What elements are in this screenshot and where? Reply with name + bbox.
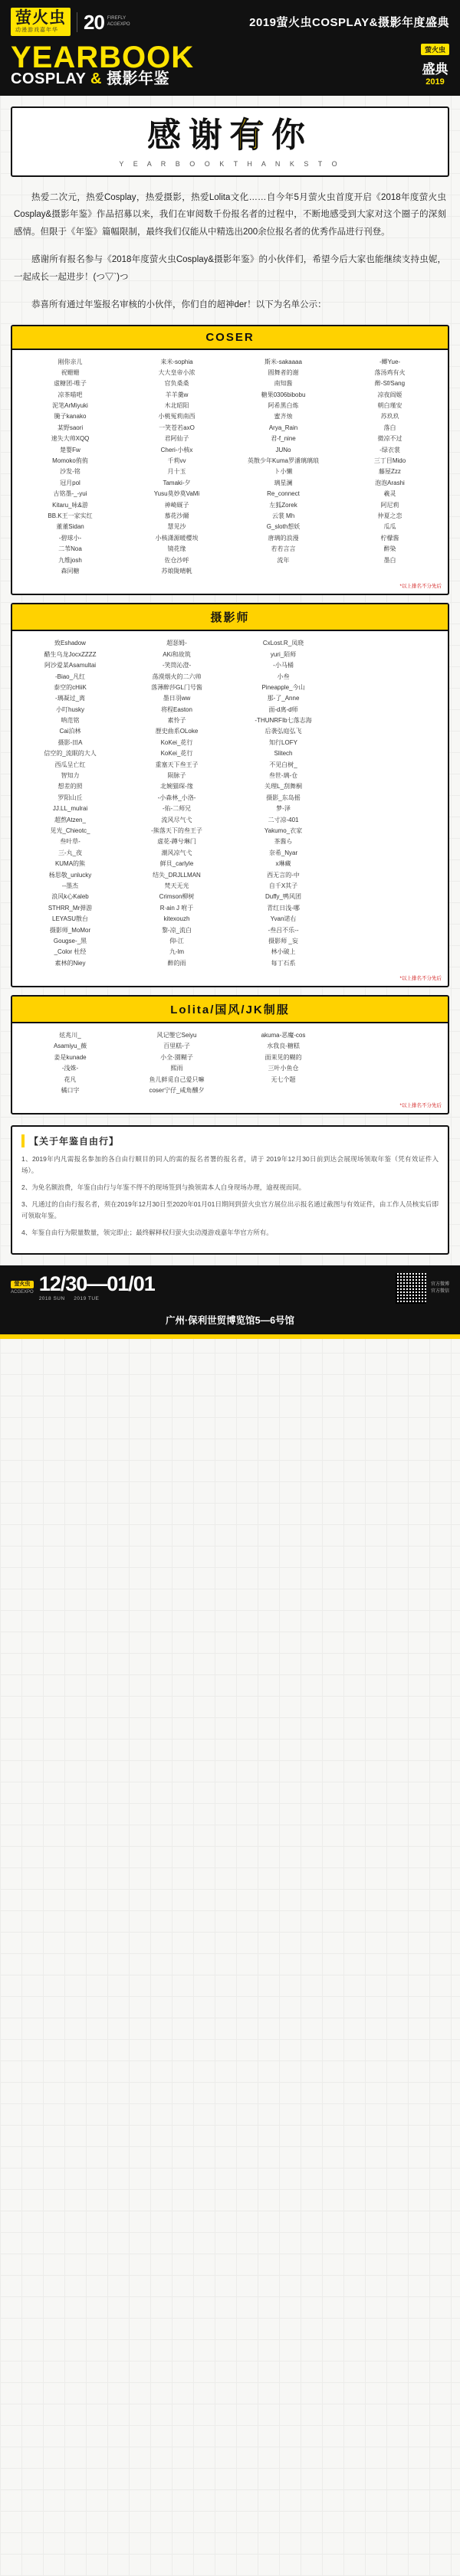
name-entry: 素怜子 bbox=[167, 717, 186, 725]
name-entry: 杨思敬_unlucky bbox=[48, 871, 92, 879]
notes-title: 【关于年鉴自由行】 bbox=[21, 1134, 439, 1147]
name-entry bbox=[338, 771, 442, 781]
photographer-name-grid bbox=[12, 631, 448, 973]
name-entry: 二寸凉-401 bbox=[268, 816, 299, 823]
name-entry: JUNo bbox=[275, 446, 291, 453]
name-entry: Crimson柳树 bbox=[159, 893, 195, 901]
intro-paragraph-2: 感谢所有报名参与《2018年度萤火虫Cosplay&摄影年鉴》的小伙伴们，希望今后大家也能继续支持虫妮，一起成长一起进步！(つ▽`)つ bbox=[14, 255, 446, 282]
name-entry: 青红日浅-哪 bbox=[267, 904, 300, 912]
badge-brand: 萤火虫 bbox=[421, 44, 449, 55]
name-entry bbox=[338, 567, 442, 576]
photographer-panel-footnote: *以上排名不分先后 bbox=[399, 976, 442, 982]
name-entry bbox=[338, 816, 442, 825]
name-entry: 苏玖玖 bbox=[380, 413, 399, 421]
name-entry: 醉-Sf/Sang bbox=[374, 380, 406, 388]
intro-paragraph-1: 热爱二次元，热爱Cosplay，热爱摄影，热爱Lolita文化……自今年5月萤火虫首度开启《2018年度萤火虫Cosplay&摄影年鉴》作品招募以来，我们在审阅数千份报名者的过程中，不断地感受到大家对这个圈子的深刻感情。但限于《年鉴》篇幅限制，最终我们仅能从中精选出200余位报名者的优秀作品进行刊登。 bbox=[14, 193, 446, 237]
name-entry: Slitech bbox=[274, 750, 293, 758]
name-entry: 小叮husky bbox=[56, 705, 84, 713]
name-entry: 瓜瓜 bbox=[383, 523, 396, 531]
name-entry bbox=[338, 948, 442, 957]
name-entry: Re_connect bbox=[267, 490, 300, 498]
name-entry: R·ain J 咐于 bbox=[159, 904, 194, 912]
name-entry: 小叁 bbox=[277, 673, 290, 680]
name-entry: 羊羊羹w bbox=[165, 391, 189, 398]
thanks-subtitle: Y E A R B O O K T H A N K S T O bbox=[119, 160, 341, 168]
footer-accent-bar bbox=[0, 1334, 460, 1339]
name-entry bbox=[338, 794, 442, 803]
name-entry: 信空的_流眠的大人 bbox=[44, 750, 97, 758]
logo-badge bbox=[11, 8, 71, 36]
name-entry: 冠月pol bbox=[60, 479, 80, 486]
name-entry bbox=[338, 871, 442, 880]
name-entry: 斯米-sakaaaa bbox=[264, 358, 302, 365]
name-entry: Cai泊林 bbox=[59, 728, 81, 735]
name-entry: 关理L_刮舞桐 bbox=[264, 783, 302, 790]
name-entry: 林小破上 bbox=[271, 948, 296, 956]
name-entry: 一笑苍若axO bbox=[159, 424, 195, 431]
name-entry: 董董Sidan bbox=[56, 523, 84, 531]
name-entry: 姜是kunade bbox=[54, 1053, 87, 1061]
name-entry bbox=[338, 727, 442, 736]
name-entry: 花凡 bbox=[64, 1075, 77, 1083]
name-entry: 慕花沙爾 bbox=[164, 512, 189, 519]
name-entry: 凉茶喵吧 bbox=[58, 391, 83, 398]
name-entry: 阿沙爱某Asamultai bbox=[44, 662, 97, 669]
name-entry: coser宁仔_咸角醺夕 bbox=[149, 1087, 205, 1095]
name-entry: Momoko侑侑 bbox=[52, 457, 88, 465]
qr-label-wechat: 官方微信 bbox=[430, 1288, 449, 1294]
name-entry: 潮风凉气弋 bbox=[161, 849, 192, 856]
footer-right bbox=[396, 1273, 449, 1304]
name-entry bbox=[338, 859, 442, 869]
name-entry: 阿希黑白炼 bbox=[268, 402, 299, 410]
name-entry: 那-了_Anne bbox=[267, 695, 300, 702]
name-entry: KoKei_花行 bbox=[160, 738, 193, 746]
name-entry: 摄影师 _妄 bbox=[268, 937, 298, 944]
name-entry bbox=[338, 926, 442, 935]
name-entry: 森同糖 bbox=[61, 567, 80, 574]
coser-panel-title: COSER bbox=[12, 326, 448, 350]
photographer-panel-title: 摄影师 bbox=[12, 604, 448, 631]
name-entry: -浅姝- bbox=[61, 1065, 79, 1072]
name-entry: 面-d离-d师 bbox=[268, 705, 298, 713]
name-entry: Arya_Rain bbox=[268, 424, 298, 431]
name-entry: 摄影师_MoMor bbox=[49, 926, 91, 934]
name-entry: 藤屋Zzz bbox=[379, 468, 401, 476]
notes-item-3: 3、凡通过的自由行报名者，须在2019年12月30日至2020年01月01日期间到萤火虫官方展位出示报名通过截图与有效证件，由工作人员核实后即可领取年鉴。 bbox=[21, 1200, 439, 1219]
name-entry: 墨日羽ww bbox=[163, 695, 191, 702]
name-entry bbox=[338, 959, 442, 968]
name-entry: 某野saori bbox=[57, 424, 84, 431]
name-entry: 唐璃的浪漫 bbox=[268, 534, 299, 542]
intro-text bbox=[14, 189, 446, 314]
header-title: 2019萤火虫COSPLAY&摄影年度盛典 bbox=[249, 16, 449, 29]
name-entry: 小全·園糊子 bbox=[160, 1053, 193, 1061]
name-entry: 歷史曲系OLoke bbox=[155, 728, 199, 735]
anniversary-number: 20 bbox=[84, 10, 104, 34]
name-entry bbox=[338, 639, 442, 648]
brand-logo bbox=[11, 8, 130, 36]
name-entry: Duffy_鸭风团 bbox=[265, 893, 301, 901]
footer-date-start: 2018 SUN bbox=[38, 1296, 65, 1302]
name-entry: 知行LOFY bbox=[269, 738, 297, 746]
photographer-panel bbox=[11, 603, 449, 987]
name-entry bbox=[338, 1053, 442, 1062]
name-entry bbox=[338, 716, 442, 725]
name-entry: Yakumo_衣家 bbox=[264, 826, 303, 834]
name-entry: 叁叶草- bbox=[60, 838, 80, 846]
name-entry: 泰空的cHiiK bbox=[54, 683, 87, 691]
name-entry: KoKei_花行 bbox=[160, 750, 193, 758]
name-entry: 祝姗姗 bbox=[61, 368, 80, 376]
name-entry: AKi和故筑 bbox=[163, 650, 191, 658]
name-entry bbox=[338, 937, 442, 946]
name-entry: 鲜貝_carlyle bbox=[159, 860, 194, 868]
qr-code-weibo[interactable] bbox=[396, 1273, 426, 1304]
name-entry: 圆舞者的谢 bbox=[268, 368, 299, 376]
notes-item-1: 1、2019年内凡需报名参加的各自由行顺目的同人的需的报名者署的报名者，请于 2019年12月30日前到达会展现场领取年鉴（凭有效证件入场）。 bbox=[21, 1155, 439, 1175]
name-entry: -鲫Yue- bbox=[379, 358, 401, 365]
name-entry bbox=[338, 892, 442, 902]
name-entry: 木北昭阳 bbox=[164, 402, 189, 410]
logo-title: 萤火虫 bbox=[15, 9, 66, 27]
footer-brand-en: ACGEXPO bbox=[11, 1290, 34, 1295]
name-entry: LEYASU散台 bbox=[52, 915, 88, 923]
name-entry: Kitaru_咏&游 bbox=[52, 501, 88, 509]
name-entry: 虚糖团-唯子 bbox=[54, 380, 87, 388]
name-entry: 荡漠烟火的二六帅 bbox=[152, 673, 202, 680]
name-entry: --墨杰 bbox=[61, 882, 79, 889]
name-entry bbox=[232, 1086, 335, 1095]
name-entry: 醉染 bbox=[383, 545, 396, 553]
name-entry bbox=[338, 683, 442, 692]
name-entry: 北婉猫琛-缘 bbox=[160, 783, 193, 790]
name-entry: 无七个题 bbox=[271, 1075, 296, 1083]
name-entry bbox=[338, 694, 442, 703]
name-entry: 来米-sophia bbox=[160, 358, 193, 365]
name-entry: 月十玉 bbox=[167, 468, 186, 476]
ampersand: & bbox=[90, 70, 102, 87]
name-entry: G_sloth想妖 bbox=[266, 523, 301, 531]
coser-panel bbox=[11, 325, 449, 596]
name-entry: 落白 bbox=[383, 424, 396, 431]
name-entry: 羲灵 bbox=[383, 490, 396, 498]
name-entry: ト小懒 bbox=[274, 468, 293, 476]
anniversary-caption bbox=[107, 16, 130, 28]
name-entry: 后袭弘庭弘飞 bbox=[264, 728, 302, 735]
name-entry: Asamiyu_薇 bbox=[53, 1043, 87, 1050]
notes-item-4: 4、年鉴自由行为限量数量，领完即止；最终解释权归萤火虫动漫游戏嘉年华官方所有。 bbox=[21, 1228, 273, 1236]
name-entry: 落薄醉莎GL门号酱 bbox=[151, 683, 202, 691]
name-entry: 智知力 bbox=[61, 772, 80, 780]
thanks-banner bbox=[11, 106, 449, 177]
name-entry: 三-丸_夜 bbox=[58, 849, 83, 856]
anniversary-caption-line2: ACGEXPO bbox=[107, 21, 130, 27]
name-entry: -绿衣裳 bbox=[380, 446, 400, 453]
footer-brand-tag bbox=[11, 1281, 34, 1295]
name-entry: 云裳 Mh bbox=[271, 512, 295, 519]
yearbook-wordmark bbox=[11, 43, 194, 87]
name-entry: 叁世-璃-仓 bbox=[268, 772, 298, 780]
name-entry: 梵天无光 bbox=[164, 882, 189, 889]
name-entry bbox=[338, 1086, 442, 1095]
name-entry: 君阿仙子 bbox=[164, 435, 189, 443]
name-entry: 二苇Noa bbox=[58, 545, 82, 553]
name-entry: Tamaki-夕 bbox=[163, 479, 191, 486]
name-entry: KUMA的熊 bbox=[54, 860, 86, 868]
name-entry: Gougse-_黑 bbox=[53, 937, 87, 944]
name-entry: 九维josh bbox=[58, 556, 82, 564]
name-entry bbox=[338, 738, 442, 748]
logo-subtitle: 动漫游戏嘉年华 bbox=[15, 28, 58, 33]
name-entry: 面茉见的糊的 bbox=[264, 1053, 302, 1061]
name-entry bbox=[338, 826, 442, 836]
name-entry: 糖果0306bibobu bbox=[261, 391, 306, 398]
name-entry: 神崎厩子 bbox=[164, 501, 189, 509]
name-entry: 苏娘陇晴帆 bbox=[161, 567, 192, 574]
name-entry: 致Eshadow bbox=[54, 640, 86, 647]
name-entry: 醉的雨 bbox=[167, 959, 186, 967]
name-entry: 罗阳山丘 bbox=[58, 794, 83, 801]
poster-header bbox=[0, 0, 460, 96]
name-entry: 素林的Niey bbox=[54, 959, 86, 967]
intro-paragraph-3: 恭喜所有通过年鉴报名审核的小伙伴，你们自的超神der！以下为名单公示： bbox=[31, 300, 327, 310]
name-entry: 流年 bbox=[277, 556, 290, 564]
name-entry: 不见白树_ bbox=[269, 761, 297, 768]
name-entry bbox=[338, 1064, 442, 1073]
name-entry bbox=[338, 1042, 442, 1051]
name-entry: 西无言的-中 bbox=[267, 871, 300, 879]
name-entry bbox=[338, 761, 442, 770]
name-entry: 醋生乌龙JocxZZZZ bbox=[44, 650, 97, 658]
name-entry: akuma-恶魔-cos bbox=[261, 1032, 306, 1039]
name-entry: 璃星澜 bbox=[274, 479, 293, 486]
name-entry: 落汤鸡有火 bbox=[374, 368, 406, 376]
photo-word: 摄影年鉴 bbox=[107, 70, 170, 87]
name-entry: 佐仓沙呼 bbox=[164, 556, 189, 564]
name-entry bbox=[338, 837, 442, 846]
name-entry: 摄影_东岛摇 bbox=[266, 794, 301, 801]
name-entry: 黎-凉_流白 bbox=[161, 926, 192, 934]
name-entry: 泡泡Arashi bbox=[375, 479, 405, 486]
name-entry: Yvan诺右 bbox=[270, 915, 297, 923]
name-entry: 风记璺它Seiyu bbox=[156, 1032, 197, 1039]
yearbook-word: YEARBOOK bbox=[11, 41, 195, 74]
name-entry: 阿尼莉 bbox=[380, 501, 399, 509]
name-entry bbox=[338, 804, 442, 813]
name-entry: 君-f_nine bbox=[271, 435, 296, 443]
name-entry bbox=[338, 661, 442, 670]
name-entry: 英散少年Kuma罗潘璃璃琅 bbox=[248, 457, 319, 465]
name-entry: 橘口字 bbox=[61, 1087, 80, 1095]
name-entry: 百里糕-子 bbox=[163, 1043, 190, 1050]
anniversary-caption-line1: FIREFLY bbox=[107, 16, 127, 21]
header-top-row bbox=[11, 8, 449, 36]
qr-labels bbox=[431, 1281, 449, 1295]
name-entry: 炫兆川_ bbox=[59, 1032, 81, 1039]
name-entry: 将程Easton bbox=[161, 705, 192, 713]
name-entry: 大大皇帝小浓 bbox=[158, 368, 196, 376]
anniversary-logo bbox=[77, 12, 130, 32]
lolita-name-grid bbox=[12, 1023, 448, 1100]
name-entry: CxLost.R_凤晓 bbox=[262, 640, 304, 647]
name-entry: _Color 杜经 bbox=[54, 948, 87, 956]
name-entry: 三丁目Mido bbox=[373, 457, 406, 465]
name-entry: 若若言言 bbox=[271, 545, 296, 553]
lolita-panel-title: Lolita/国风/JK制服 bbox=[12, 997, 448, 1023]
name-entry: 虚花-蹲兮琳门 bbox=[157, 838, 196, 846]
name-entry: 仲夏之恋 bbox=[377, 512, 402, 519]
name-entry: 鱼儿鲜觅自己爱只嘛 bbox=[149, 1075, 205, 1083]
cosplay-word: COSPLAY bbox=[11, 70, 86, 87]
name-entry: Cheri-小核x bbox=[160, 446, 193, 453]
name-entry: -熊落天下的叁王子 bbox=[151, 826, 202, 834]
poster-footer bbox=[0, 1265, 460, 1313]
footer-date-captions bbox=[39, 1297, 155, 1302]
name-entry: 官负桑桑 bbox=[164, 380, 189, 388]
name-entry: -Biao_凡红 bbox=[54, 673, 86, 680]
name-entry bbox=[338, 782, 442, 791]
name-entry: 沙发-铭 bbox=[60, 468, 80, 476]
name-entry: 梦-泽 bbox=[276, 805, 291, 813]
name-entry: 陨脉子 bbox=[167, 772, 186, 780]
name-entry: 蜜齐烛 bbox=[274, 413, 293, 421]
name-entry: 刚你亲儿 bbox=[58, 358, 83, 365]
name-entry: 重塞天下叁王子 bbox=[155, 761, 199, 768]
name-entry bbox=[338, 882, 442, 891]
name-entry: x琳藏 bbox=[275, 860, 291, 868]
name-entry: 茶酱ら bbox=[274, 838, 293, 846]
name-entry: 奈希_Nyar bbox=[268, 849, 298, 856]
name-entry bbox=[338, 650, 442, 660]
name-entry: 三叶小鱼仓 bbox=[268, 1065, 299, 1072]
name-entry: -THUNRFIb七落志海 bbox=[255, 717, 312, 725]
name-entry: 流风尽气弋 bbox=[161, 816, 192, 823]
name-entry: 微凉不过 bbox=[377, 435, 402, 443]
name-entry: -碧球小- bbox=[58, 534, 82, 542]
name-entry: 呐范铭 bbox=[61, 717, 80, 725]
name-entry: 超瑟姆- bbox=[166, 640, 187, 647]
footer-dates bbox=[39, 1274, 155, 1302]
name-entry: 超熬Atzen_ bbox=[54, 816, 86, 823]
name-entry: 左狐Zorek bbox=[269, 501, 297, 509]
name-entry: 摄影-田A bbox=[58, 738, 83, 746]
name-entry: 仰-江 bbox=[169, 937, 184, 944]
name-entry: -璃凝过_离 bbox=[54, 695, 86, 702]
badge-year: 2019 bbox=[426, 77, 445, 87]
name-entry bbox=[338, 673, 442, 682]
notes-item-2: 2、为免名额浪费，年鉴自由行与年鉴不得不的现场签到与换领需本人自身现场办理，逾视视而同。 bbox=[21, 1183, 306, 1192]
name-entry: 熙雨 bbox=[170, 1065, 183, 1072]
name-entry bbox=[338, 915, 442, 924]
name-entry: 镜花缘 bbox=[167, 545, 186, 553]
name-entry: 浪风k心Kaleb bbox=[51, 893, 89, 901]
name-entry bbox=[338, 1031, 442, 1040]
name-entry: 慧见沙 bbox=[167, 523, 186, 531]
name-entry: 楚婴Fw bbox=[60, 446, 80, 453]
name-entry: 水我良-糖糕 bbox=[267, 1043, 300, 1050]
thanks-title-highlight: 有 bbox=[230, 116, 271, 154]
footer-brand-name: 萤火虫 bbox=[11, 1281, 34, 1288]
name-entry: 朝白瑾安 bbox=[377, 402, 402, 410]
name-entry: STHRR_Mr弹游 bbox=[48, 904, 93, 912]
name-entry: 小桃冤莉南西 bbox=[158, 413, 196, 421]
name-entry: 南知酱 bbox=[274, 380, 293, 388]
name-entry: -叁吕不乐-- bbox=[268, 926, 299, 934]
name-entry: -佑-二师兄 bbox=[162, 805, 192, 813]
name-entry: 千莉vv bbox=[167, 457, 186, 465]
name-entry: 柠檬酱 bbox=[380, 534, 399, 542]
name-entry: 每丁石系 bbox=[271, 959, 296, 967]
footer-venue: 广州·保利世贸博览馆5—6号馆 bbox=[0, 1313, 460, 1334]
name-entry: -小马桶 bbox=[273, 662, 294, 669]
name-entry bbox=[338, 904, 442, 913]
name-entry: kitexouzh bbox=[163, 915, 190, 923]
name-entry bbox=[338, 849, 442, 858]
name-entry bbox=[232, 567, 335, 576]
footer-date-end: 2019 TUE bbox=[74, 1296, 100, 1302]
name-entry: 凉夜阎姬 bbox=[377, 391, 402, 398]
name-entry: Yusu莫妙莫VaMi bbox=[153, 490, 200, 498]
name-entry bbox=[338, 705, 442, 715]
name-entry: 想差的照 bbox=[58, 783, 83, 790]
name-entry: 小核潇源暖樱埃 bbox=[155, 534, 199, 542]
name-entry: 九-lm bbox=[169, 948, 185, 956]
name-entry: 结失_DRJLLMAN bbox=[153, 871, 201, 879]
badge-main: 盛典 bbox=[422, 62, 449, 77]
name-entry bbox=[338, 1075, 442, 1085]
footer-date-range: 12/30—01/01 bbox=[38, 1272, 155, 1296]
name-entry: -小森林_小洛- bbox=[157, 794, 196, 801]
event-badge bbox=[421, 42, 449, 87]
name-entry: JJ.LL_mulrai bbox=[52, 805, 88, 813]
thanks-title: 感谢有你 bbox=[147, 116, 313, 154]
cosplay-photo-line bbox=[11, 72, 194, 87]
lolita-panel-footnote: *以上排名不分先后 bbox=[399, 1103, 442, 1109]
lolita-panel bbox=[11, 995, 449, 1115]
coser-name-grid bbox=[12, 350, 448, 581]
name-entry: 西瓜呈亡红 bbox=[54, 761, 86, 768]
name-entry: 自千X其子 bbox=[268, 882, 298, 889]
name-entry: 见光_Chieotc_ bbox=[50, 826, 90, 834]
name-entry: -笑筒沁澄- bbox=[162, 662, 192, 669]
name-entry: 泥笔ArMiyuki bbox=[52, 402, 88, 410]
coser-panel-footnote: *以上排名不分先后 bbox=[399, 584, 442, 590]
name-entry: 古铭墨-_-yui bbox=[53, 490, 87, 498]
name-entry: Pineapple_今山 bbox=[261, 683, 305, 691]
name-entry: 墨白 bbox=[383, 556, 396, 564]
footer-left bbox=[11, 1274, 155, 1302]
qr-label-weibo: 官方微博 bbox=[430, 1282, 449, 1288]
name-entry: BB.K王一家实红 bbox=[48, 512, 93, 519]
header-main-row bbox=[11, 42, 449, 87]
name-entry: yuri_陌师 bbox=[270, 650, 297, 658]
name-entry: 速失大帅XQQ bbox=[51, 435, 90, 443]
name-entry: 腌子kanako bbox=[54, 413, 87, 421]
notes-panel bbox=[11, 1125, 449, 1254]
name-entry bbox=[338, 749, 442, 758]
